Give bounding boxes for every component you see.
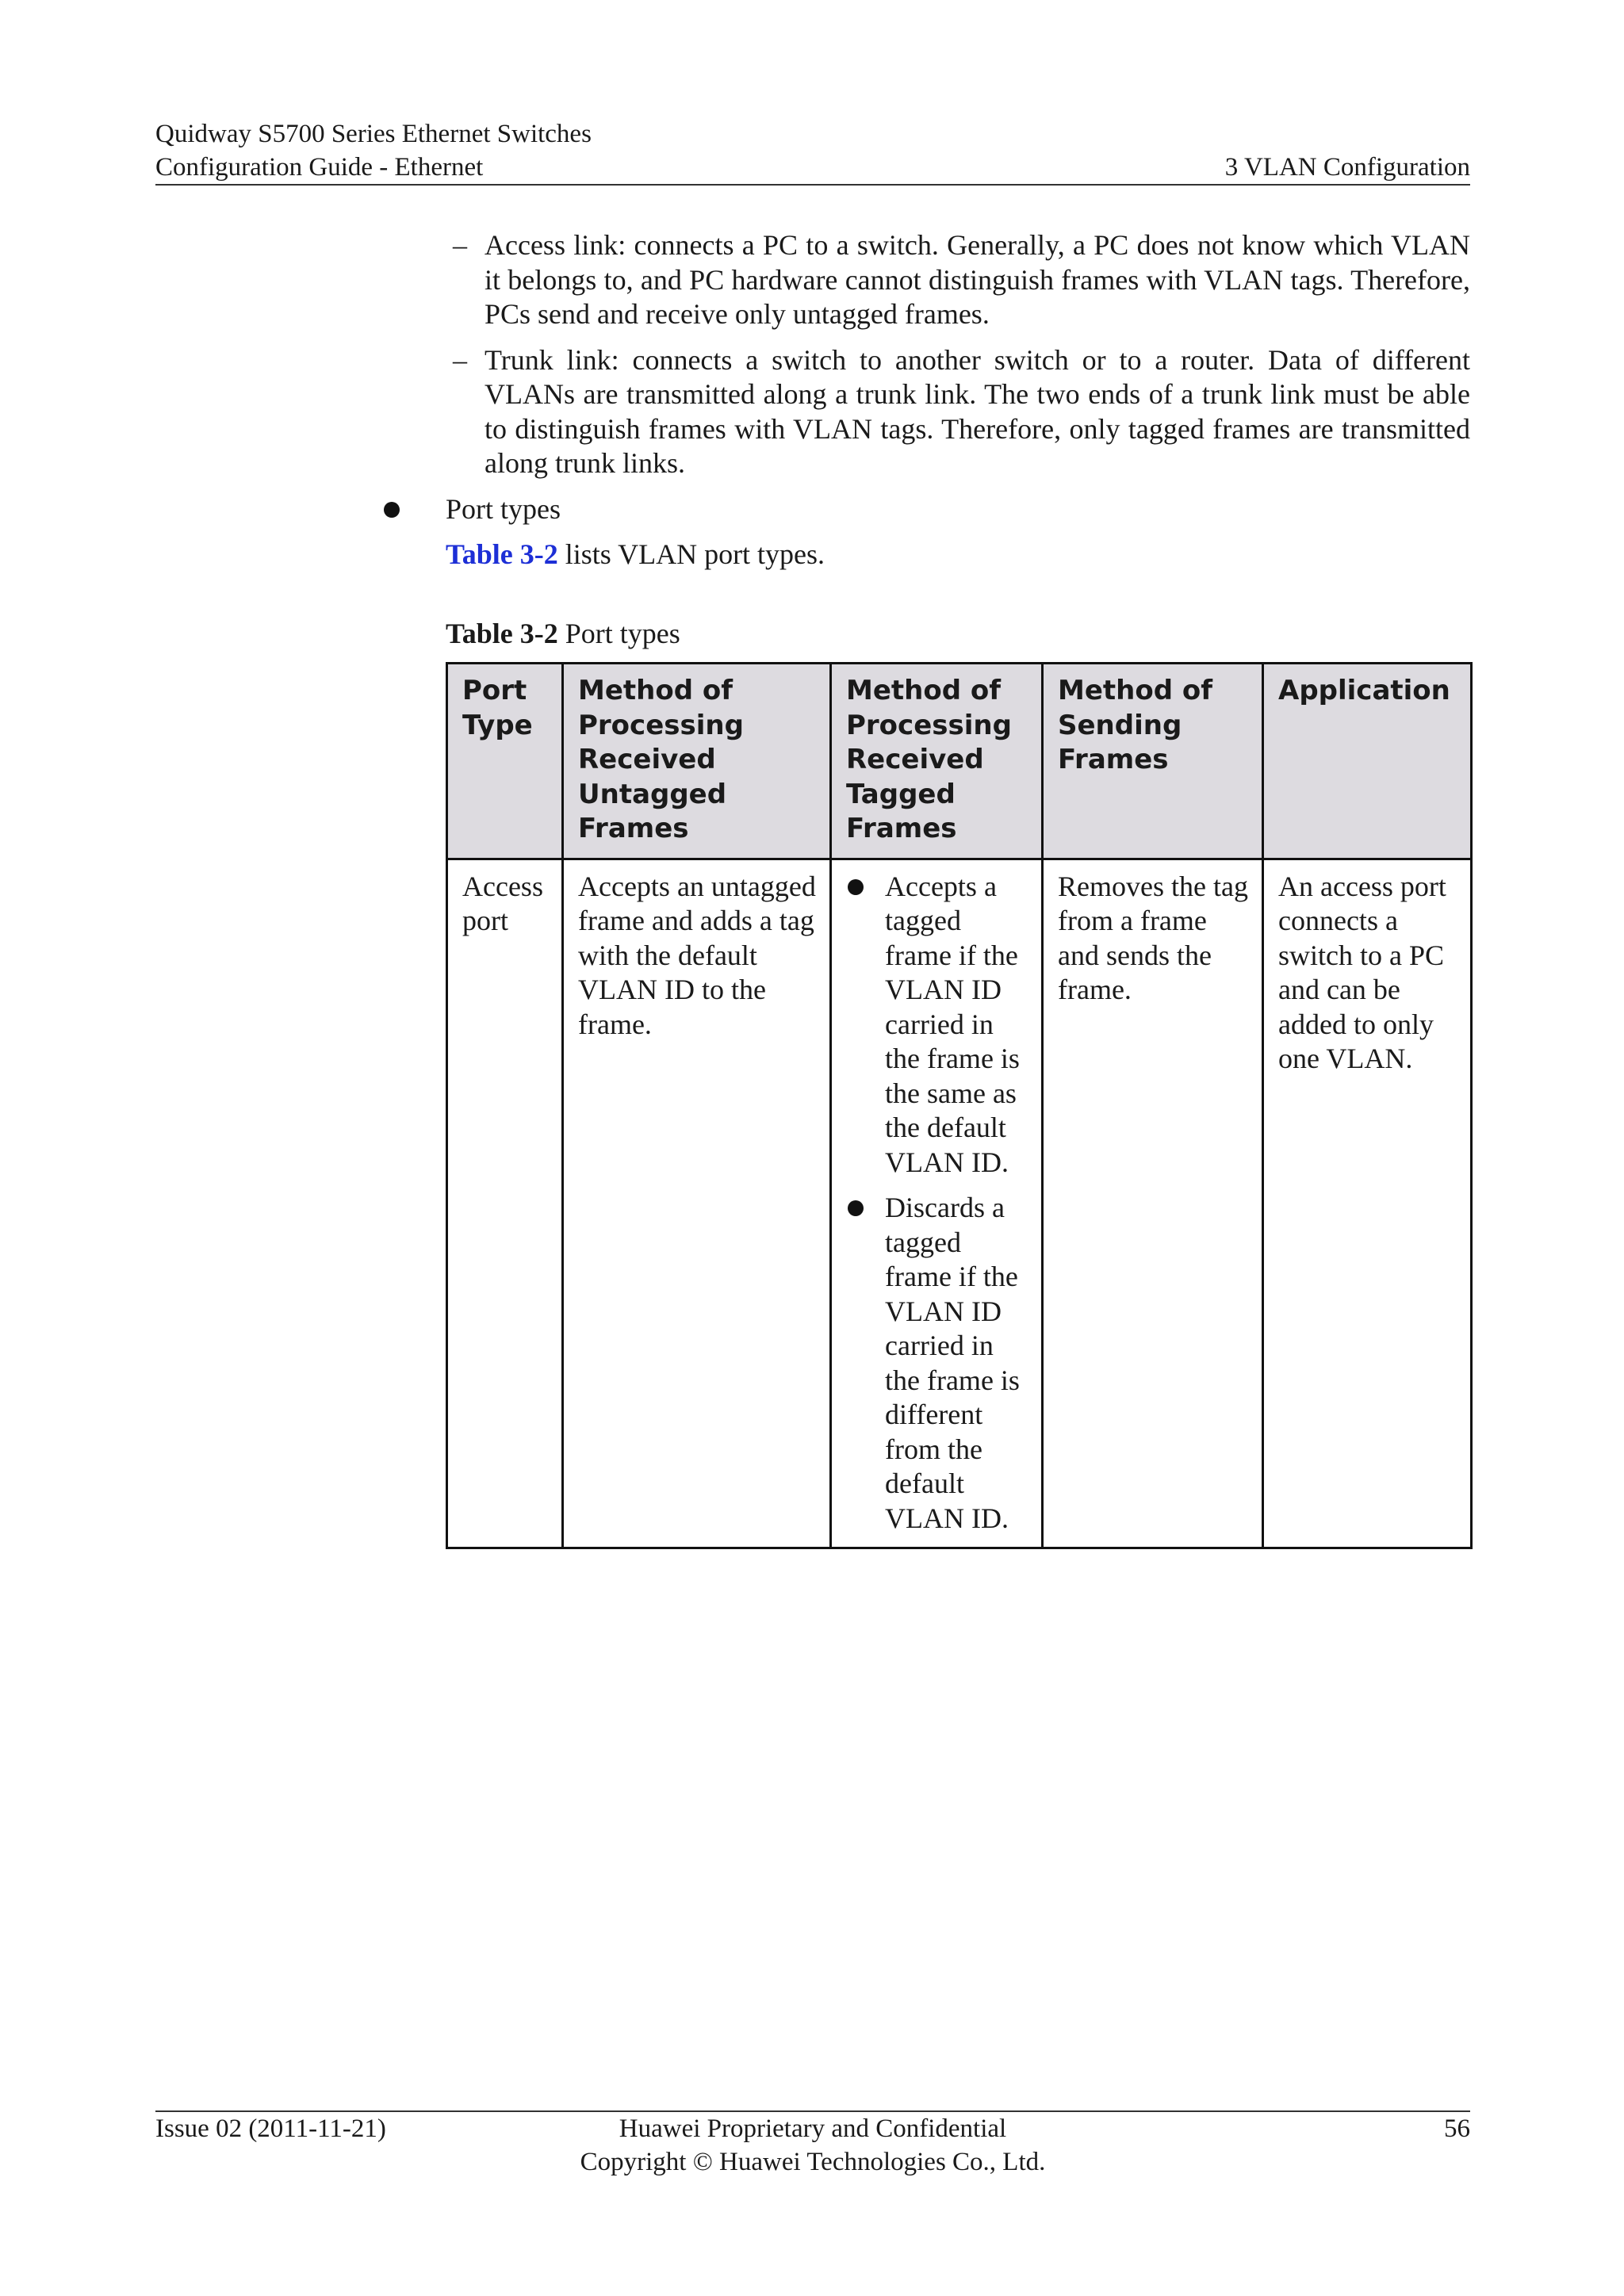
header-row	[155, 151, 1470, 184]
header-divider	[155, 184, 1470, 186]
dash-item-access-link	[453, 228, 1470, 332]
cell-application: An access port connects a switch to a PC and can be added to only one VLAN.	[1263, 859, 1472, 1548]
footer-page-number: 56	[1444, 2114, 1470, 2143]
dash-mark: –	[453, 229, 467, 261]
header-product: Quidway S5700 Series Ethernet Switches	[155, 120, 592, 148]
header-guide: Configuration Guide - Ethernet	[155, 153, 484, 182]
cell-bullet-text: Discards a tagged frame if the VLAN ID carried in the frame is different from the default VLAN ID.	[885, 1192, 1020, 1534]
table-caption-label: Table 3-2	[446, 617, 558, 649]
cell-bullet-item	[846, 870, 1028, 1181]
header-port-type: Port Type	[447, 664, 563, 859]
footer-confidential: Huawei Proprietary and Confidential	[619, 2114, 1007, 2143]
cell-bullet-text: Accepts a tagged frame if the VLAN ID carried in the frame is the same as the default VLAN ID.	[885, 870, 1020, 1178]
header-application: Application	[1263, 664, 1472, 859]
page-header	[155, 117, 1470, 184]
bullet-text: Port types	[446, 492, 561, 525]
bullet-dot-icon	[848, 1200, 864, 1216]
table-row	[447, 859, 1472, 1548]
table-intro-text: lists VLAN port types.	[557, 538, 825, 570]
bullet-port-types	[446, 492, 1470, 527]
table-intro	[446, 538, 1470, 572]
footer-issue: Issue 02 (2011-11-21)	[155, 2114, 386, 2143]
table-header-row	[447, 664, 1472, 859]
footer-center	[155, 2112, 1470, 2179]
header-chapter: 3 VLAN Configuration	[1224, 153, 1470, 182]
port-types-table	[446, 662, 1473, 1549]
dash-text: Access link: connects a PC to a switch. Generally, a PC does not know which VLAN it belongs to, and PC hardware cannot distinguish frames with VLAN tags. Therefore, PCs send and receive only untagged frames.	[485, 229, 1470, 330]
bullet-dot-icon	[384, 502, 400, 518]
dash-item-trunk-link	[453, 343, 1470, 481]
header-sending-method: Method of Sending Frames	[1043, 664, 1263, 859]
cell-sending-method: Removes the tag from a frame and sends the frame.	[1043, 859, 1263, 1548]
table-caption-text: Port types	[557, 617, 680, 649]
footer-copyright: Copyright © Huawei Technologies Co., Ltd.	[580, 2148, 1046, 2176]
cell-port-type: Access port	[447, 859, 563, 1548]
header-untagged-processing: Method of Processing Received Untagged Frames	[563, 664, 831, 859]
header-tagged-processing: Method of Processing Received Tagged Frames	[831, 664, 1043, 859]
cell-untagged-processing: Accepts an untagged frame and adds a tag with the default VLAN ID to the frame.	[563, 859, 831, 1548]
page-content	[155, 228, 1470, 1549]
cell-bullet-item	[846, 1191, 1028, 1536]
table-caption	[446, 617, 1470, 652]
bullet-dot-icon	[848, 879, 864, 895]
table-reference-link[interactable]: Table 3-2	[446, 538, 558, 570]
dash-text: Trunk link: connects a switch to another switch or to a router. Data of different VLANs are transmitted along a trunk link. The two ends of a trunk link must be able to distinguish frames with VLAN tags. Therefore, only tagged frames are transmitted along trunk links.	[485, 343, 1470, 479]
cell-tagged-processing	[831, 859, 1043, 1548]
dash-mark: –	[453, 343, 467, 376]
